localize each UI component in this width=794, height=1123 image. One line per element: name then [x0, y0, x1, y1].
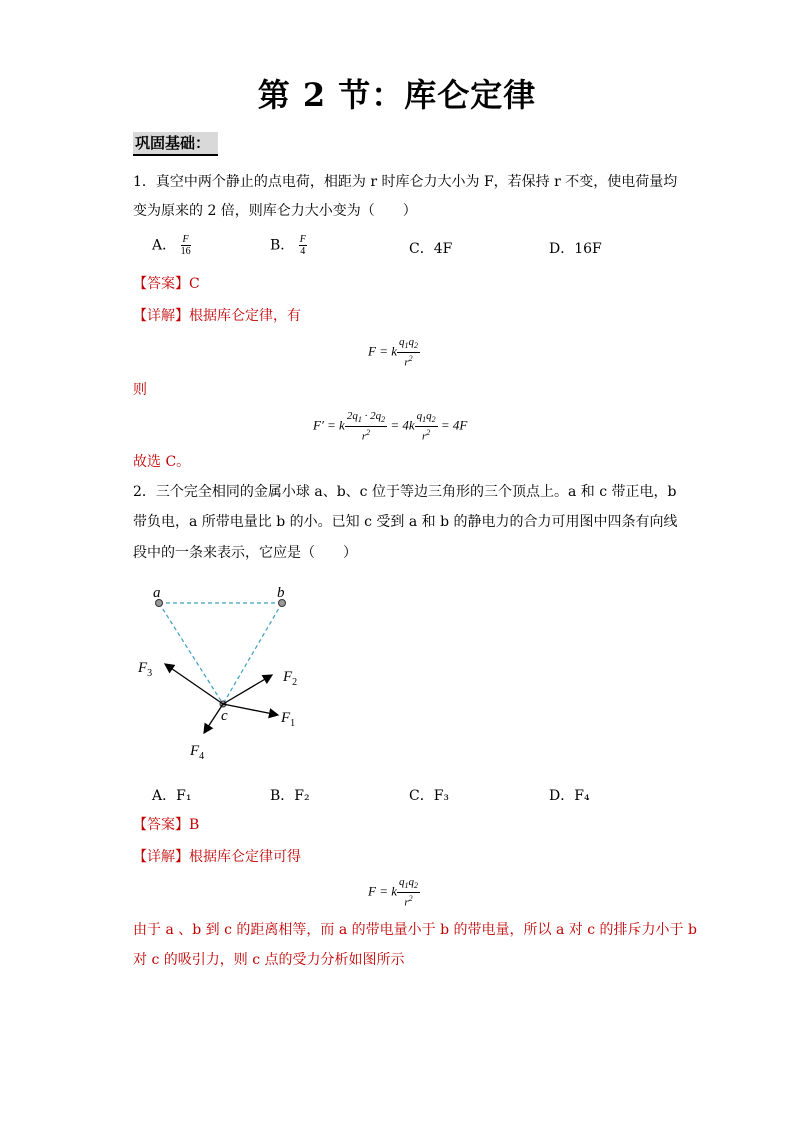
label-f2: $F_2$: [283, 669, 298, 688]
label-b: b: [277, 585, 285, 601]
label-f3: $F_3$: [138, 660, 153, 679]
triangle-side-bc: [223, 603, 282, 704]
q2-option-b: B．F₂: [270, 788, 310, 804]
q2-text-line2: 带负电，a 所带电量比 b 的小。已知 c 受到 a 和 b 的静电力的合力可用图中四条有向线: [133, 514, 678, 530]
q2-option-a: A．F₁: [152, 788, 192, 804]
triangle-side-ac: [159, 603, 223, 704]
q1-conclusion: 故选 C。: [133, 454, 191, 470]
q1-text-line1: 1．真空中两个静止的点电荷，相距为 r 时库仑力大小为 F，若保持 r 不变，使电荷量均: [133, 174, 678, 190]
page-title: 第 2 节：库仑定律: [257, 76, 537, 114]
force-diagram: [130, 580, 310, 770]
q1-text-line2: 变为原来的 2 倍，则库仑力大小变为（ ）: [133, 203, 417, 219]
label-a: a: [153, 585, 161, 601]
q2-text-line3: 段中的一条来表示，它应是（ ）: [133, 545, 357, 561]
fraction: $\frac{F}{16}$: [180, 234, 191, 257]
arrow-f3: [165, 664, 223, 704]
q2-explanation-line2: 对 c 的吸引力，则 c 点的受力分析如图所示: [133, 952, 405, 968]
formula-new-force: F′ = k $\frac{2q_1 \cdot 2q_2}{r^2}$ = 4k $\frac{q_1q_2}{r^2}$ = 4F: [313, 410, 468, 443]
q1-option-b: B． $\frac{F}{4}$: [270, 234, 306, 257]
q1-then: 则: [133, 382, 147, 398]
q1-option-a: A． $\frac{F}{16}$: [152, 234, 191, 257]
q1-option-d: D．16F: [549, 241, 602, 257]
q2-detail: 【详解】根据库仑定律可得: [133, 849, 301, 865]
formula-coulomb-2: F = k $\frac{q_1q_2}{r^2}$: [368, 876, 418, 909]
section-heading: 巩固基础：: [133, 132, 218, 156]
label-c: c: [221, 708, 228, 724]
arrow-f2: [223, 675, 272, 704]
q2-option-c: C．F₃: [409, 788, 450, 804]
label-f4: $F_4$: [190, 743, 205, 762]
q2-option-d: D．F₄: [549, 788, 590, 804]
q2-text-line1: 2．三个完全相同的金属小球 a、b、c 位于等边三角形的三个顶点上。a 和 c 带正电，b: [133, 484, 677, 500]
formula-coulomb: F = k $\frac{q_1q_2}{r^2}$: [368, 336, 418, 369]
q2-answer: 【答案】B: [133, 817, 200, 833]
label-f1: $F_1$: [281, 710, 296, 729]
q2-explanation-line1: 由于 a 、b 到 c 的距离相等，而 a 的带电量小于 b 的带电量，所以 a 对 c 的排斥力小于 b: [133, 922, 697, 938]
q1-answer: 【答案】C: [133, 276, 200, 292]
q1-detail: 【详解】根据库仑定律，有: [133, 308, 301, 324]
q1-option-c: C．4F: [409, 241, 453, 257]
arrow-f1: [223, 704, 278, 715]
fraction: $\frac{F}{4}$: [299, 234, 306, 257]
